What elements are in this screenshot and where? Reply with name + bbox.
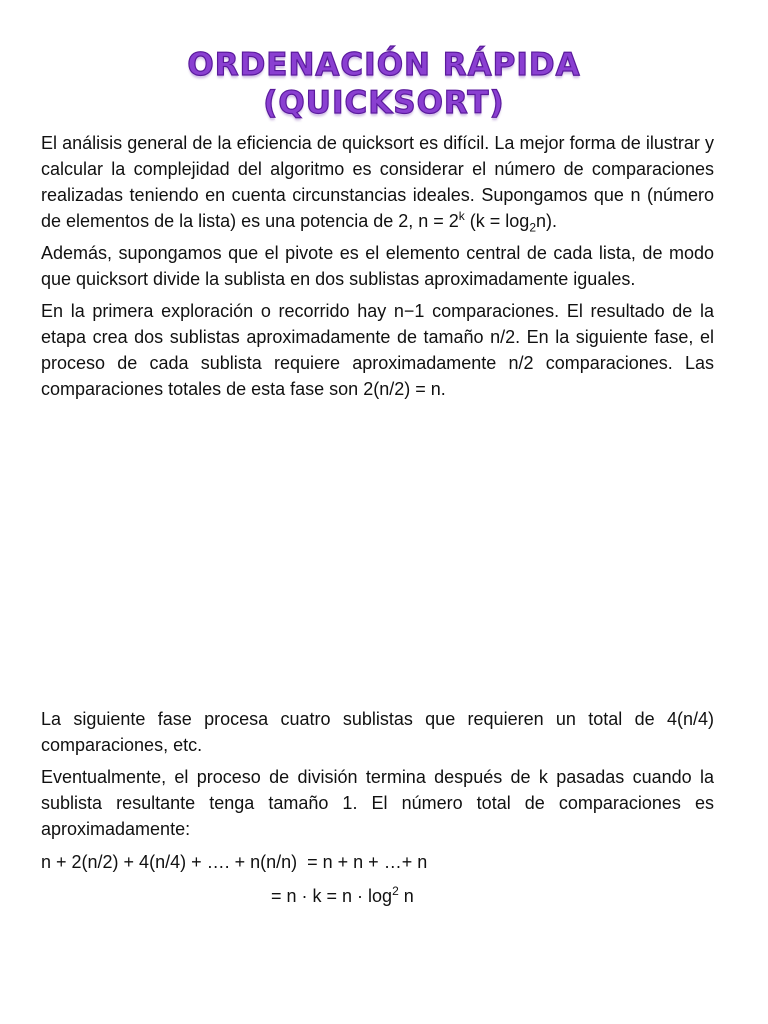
paragraph-eventually: Eventualmente, el proceso de división termina después de k pasadas cuando la sublista resultante tenga tamaño 1. El número total de comparaciones es aproximadamente: bbox=[41, 767, 714, 839]
log-base-2: 2 bbox=[529, 220, 536, 235]
text-block-top bbox=[41, 130, 714, 408]
paragraph-first-pass: En la primera exploración o recorrido hay n−1 comparaciones. El resultado de la etapa crea dos sublistas aproximadamente de tamaño n/2. En la siguiente fase, el proceso de cada sublista requiere aproximadamente n/2 comparaciones. Las comparaciones totales de esta fase son 2(n/2) = n. bbox=[41, 301, 714, 399]
equation-result-end: n bbox=[398, 886, 414, 906]
exponent-k: k bbox=[458, 209, 465, 223]
paragraph-intro bbox=[41, 130, 714, 234]
paragraph-pivot: Además, supongamos que el pivote es el elemento central de cada lista, de modo que quicksort divide la sublista en dos sublistas aproximadamente iguales. bbox=[41, 243, 714, 289]
slide-title bbox=[0, 46, 768, 122]
paragraph-next-phase: La siguiente fase procesa cuatro sublistas que requieren un total de 4(n/4) comparaciones, etc. bbox=[41, 709, 714, 755]
text-block-bottom bbox=[41, 706, 714, 916]
equation-sum: n + 2(n/2) + 4(n/4) + …. + n(n/n) = n + n + …+ n bbox=[41, 852, 428, 872]
title-line-2: (QUICKSORT) bbox=[263, 85, 505, 121]
equation-exponent: 2 bbox=[392, 884, 399, 898]
equation-result-text: = n · k = n · log bbox=[271, 886, 393, 906]
title-line-1: ORDENACIÓN RÁPIDA bbox=[187, 47, 581, 83]
equation-result bbox=[41, 882, 714, 910]
paragraph-intro-text: El análisis general de la eficiencia de quicksort es difícil. La mejor forma de ilustrar y calcular la complejidad del algoritmo es considerar el número de comparaciones realizadas teniendo en cuenta circunstancias ideales. Supongamos que n (número de elementos de la lista) es una potencia de 2, n = 2 bbox=[41, 133, 714, 231]
paragraph-intro-log: (k = log bbox=[464, 211, 530, 231]
paragraph-intro-end: n). bbox=[536, 211, 558, 231]
